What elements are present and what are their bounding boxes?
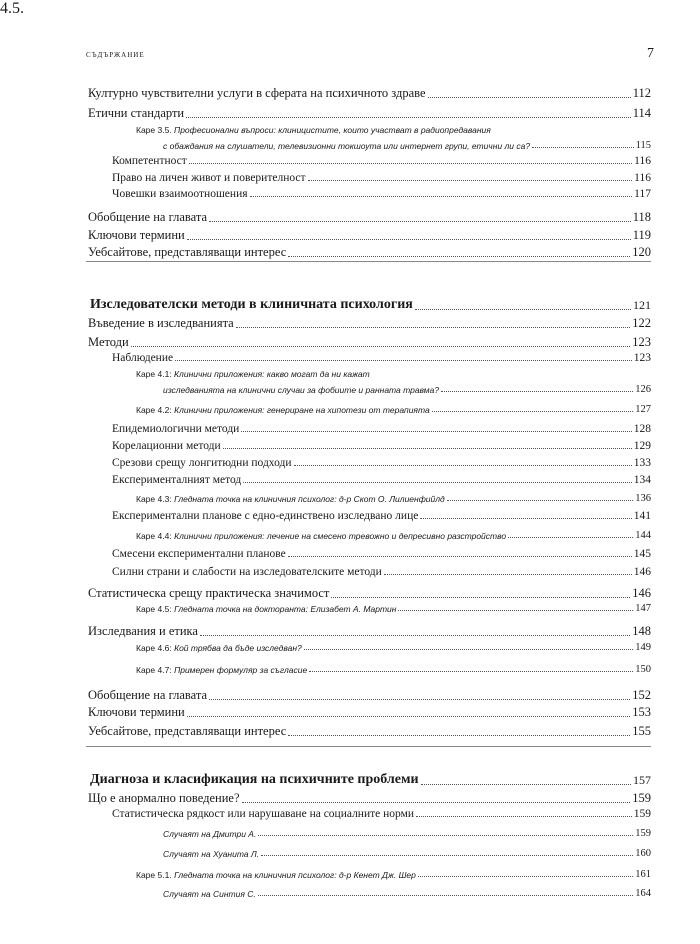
page-number: 148 bbox=[632, 624, 651, 638]
dot-leader bbox=[331, 597, 630, 598]
toc-box-entry[interactable] bbox=[136, 140, 651, 151]
entry-title: Етични стандарти bbox=[88, 106, 185, 120]
box-title-text: Гледната точка на докторанта: Елизабет А. Мартин bbox=[174, 604, 397, 614]
dot-leader bbox=[189, 163, 632, 164]
dot-leader bbox=[131, 346, 631, 347]
entry-title: Ключови термини bbox=[88, 705, 185, 719]
entry-title: Изследвания и етика bbox=[88, 624, 198, 638]
entry-title: Статистическа рядкост или нарушаване на социалните норми bbox=[112, 808, 415, 820]
entry-title: Наблюдение bbox=[112, 352, 174, 364]
page-number: 115 bbox=[635, 140, 651, 151]
toc-entry[interactable] bbox=[88, 210, 651, 225]
box-title-text: Случаят на Дмитри А. bbox=[163, 829, 257, 839]
toc-entry[interactable] bbox=[88, 316, 651, 331]
entry-title: Експериментални планове с едно-единствено изследвано лице bbox=[112, 510, 419, 522]
entry-title: Културно чувствителни услуги в сферата на психичното здраве bbox=[88, 86, 426, 100]
toc-entry[interactable] bbox=[112, 808, 651, 820]
box-number: Каре 4.5: bbox=[136, 604, 172, 614]
dot-leader bbox=[532, 147, 634, 148]
toc-entry[interactable] bbox=[112, 423, 651, 435]
toc-box-entry[interactable] bbox=[136, 603, 651, 614]
toc-entry[interactable] bbox=[112, 566, 651, 578]
toc-entry[interactable] bbox=[112, 172, 651, 184]
box-number: Каре 4.7: bbox=[136, 665, 172, 675]
entry-title: Човешки взаимоотношения bbox=[112, 188, 248, 200]
toc-entry[interactable] bbox=[112, 440, 651, 452]
page-number: 145 bbox=[633, 548, 651, 560]
entry-title bbox=[136, 531, 506, 541]
entry-title bbox=[136, 405, 430, 415]
dot-leader bbox=[187, 239, 631, 240]
toc-entry[interactable] bbox=[112, 352, 651, 364]
entry-title bbox=[136, 870, 416, 880]
dot-leader bbox=[243, 482, 631, 483]
toc-entry[interactable] bbox=[112, 155, 651, 167]
page-number: 117 bbox=[634, 188, 651, 200]
dot-leader bbox=[398, 610, 633, 611]
dot-leader bbox=[288, 556, 632, 557]
box-title-text: Клинични приложения: генериране на хипотези от терапията bbox=[174, 405, 430, 415]
dot-leader bbox=[209, 221, 631, 222]
page-number: 155 bbox=[632, 724, 651, 738]
dot-leader bbox=[241, 431, 631, 432]
toc-chapter-entry[interactable] bbox=[90, 772, 651, 788]
page-number: 123 bbox=[632, 335, 651, 349]
page-number: 122 bbox=[632, 316, 651, 330]
toc-entry[interactable] bbox=[88, 586, 651, 601]
box-title-text: Случаят на Хуанита Л. bbox=[163, 849, 260, 859]
toc-entry[interactable] bbox=[112, 188, 651, 200]
dot-leader bbox=[200, 635, 630, 636]
page-number: 150 bbox=[635, 664, 651, 675]
dot-leader bbox=[420, 518, 631, 519]
page-number: 116 bbox=[634, 172, 651, 184]
page-number: 141 bbox=[633, 510, 651, 522]
box-number: Каре 4.2: bbox=[136, 405, 172, 415]
entry-title: с обаждания на слушатели, телевизионни токшоута или интернет групи, етични ли са? bbox=[163, 141, 531, 151]
dot-leader bbox=[175, 360, 632, 361]
toc-entry[interactable] bbox=[88, 106, 651, 121]
box-number: Каре 4.3: bbox=[136, 494, 172, 504]
page-number: 129 bbox=[633, 440, 651, 452]
dot-leader bbox=[304, 649, 633, 650]
dot-leader bbox=[432, 411, 634, 412]
entry-title: Ключови термини bbox=[88, 228, 185, 242]
page-number: 164 bbox=[635, 888, 651, 899]
page-number: 147 bbox=[635, 603, 651, 614]
dot-leader bbox=[258, 895, 634, 896]
running-header bbox=[86, 46, 654, 62]
entry-title: Компетентност bbox=[112, 155, 187, 167]
box-title-text: Професионални въпроси: клиницистите, които участват в радиопредавания bbox=[174, 125, 491, 135]
box-title-text: Гледната точка на клиничния психолог: д-р Скот О. Лилиенфийлд bbox=[174, 494, 445, 504]
dot-leader bbox=[308, 180, 633, 181]
dot-leader bbox=[223, 448, 632, 449]
dot-leader bbox=[447, 500, 634, 501]
dot-leader bbox=[415, 309, 631, 310]
toc-box-entry[interactable] bbox=[136, 404, 651, 415]
entry-title: Що е анормално поведение? bbox=[88, 791, 240, 805]
toc-entry[interactable] bbox=[88, 688, 651, 703]
dot-leader bbox=[209, 699, 630, 700]
entry-title: Епидемиологични методи bbox=[112, 423, 240, 435]
box-title-text: Гледната точка на клиничния психолог: д-р Кенет Дж. Шер bbox=[174, 870, 416, 880]
page-number: 159 bbox=[632, 791, 651, 805]
page-number: 116 bbox=[634, 155, 651, 167]
page-number: 134 bbox=[633, 474, 651, 486]
dot-leader bbox=[187, 716, 631, 717]
entry-title: Експерименталният метод bbox=[112, 474, 242, 486]
toc-case-entry[interactable] bbox=[163, 828, 651, 839]
toc-case-entry[interactable] bbox=[163, 888, 651, 899]
toc-entry[interactable] bbox=[88, 724, 651, 739]
dot-leader bbox=[186, 117, 631, 118]
entry-title: изследванията на клинични случаи за фобиите и ранната травма? bbox=[163, 385, 440, 395]
box-number: Каре 4.1: bbox=[136, 369, 175, 379]
header-title: съдържание bbox=[86, 49, 145, 60]
page-number: 127 bbox=[635, 404, 651, 415]
box-title-text: Случаят на Синтия С. bbox=[163, 889, 256, 899]
box-number: Каре 3.5. bbox=[136, 125, 175, 135]
entry-title bbox=[136, 494, 445, 504]
chapter-separator bbox=[86, 261, 651, 262]
entry-title: Диагноза и класификация на психичните проблеми bbox=[90, 772, 419, 787]
page-number: 161 bbox=[635, 869, 651, 880]
entry-title: Уебсайтове, представляващи интерес bbox=[88, 724, 287, 738]
box-number: Каре 5.1. bbox=[136, 870, 172, 880]
dot-leader bbox=[294, 465, 632, 466]
chapter-number: 5. bbox=[12, 0, 24, 17]
toc-entry[interactable] bbox=[112, 510, 651, 522]
dot-leader bbox=[309, 671, 633, 672]
page-number: 144 bbox=[635, 530, 651, 541]
chapter-separator bbox=[86, 746, 651, 747]
box-number: Каре 4.4: bbox=[136, 531, 172, 541]
toc-box-entry[interactable] bbox=[136, 493, 651, 504]
entry-title bbox=[163, 849, 259, 859]
entry-title: Срезови срещу лонгитюдни подходи bbox=[112, 457, 292, 469]
entry-title: Обобщение на главата bbox=[88, 688, 207, 702]
dot-leader bbox=[421, 784, 631, 785]
toc-entry[interactable] bbox=[88, 245, 651, 260]
toc-entry[interactable] bbox=[112, 457, 651, 469]
entry-title: Смесени експериментални планове bbox=[112, 548, 286, 560]
entry-title: Силни страни и слабости на изследователските методи bbox=[112, 566, 382, 578]
dot-leader bbox=[236, 327, 631, 328]
entry-title: Право на личен живот и поверителност bbox=[112, 172, 306, 184]
page-number: 123 bbox=[633, 352, 651, 364]
page-number: 159 bbox=[633, 808, 651, 820]
entry-title bbox=[136, 665, 307, 675]
page-number: 118 bbox=[632, 210, 651, 224]
box-entry-title-line1 bbox=[136, 125, 491, 135]
toc-entry[interactable] bbox=[112, 548, 651, 560]
page-number: 149 bbox=[635, 642, 651, 653]
toc-entry[interactable] bbox=[88, 705, 651, 720]
entry-title: Корелационни методи bbox=[112, 440, 221, 452]
page-number: 119 bbox=[632, 228, 651, 242]
entry-title: Уебсайтове, представляващи интерес bbox=[88, 245, 287, 259]
dot-leader bbox=[418, 876, 633, 877]
toc-entry[interactable] bbox=[88, 335, 651, 350]
page-number: 112 bbox=[632, 86, 651, 100]
dot-leader bbox=[441, 391, 633, 392]
toc-box-entry[interactable] bbox=[136, 384, 651, 395]
page-number: 120 bbox=[632, 245, 651, 259]
dot-leader bbox=[288, 256, 630, 257]
toc-entry[interactable] bbox=[88, 791, 651, 806]
page-number: 114 bbox=[632, 106, 651, 120]
header-page-number: 7 bbox=[647, 46, 654, 61]
toc-box-entry[interactable] bbox=[136, 642, 651, 653]
entry-title bbox=[163, 829, 256, 839]
box-title-text: Кой трябва да бъде изследван? bbox=[174, 643, 302, 653]
box-title-text: Примерен формуляр за съгласие bbox=[174, 665, 308, 675]
entry-title: Въведение в изследванията bbox=[88, 316, 234, 330]
dot-leader bbox=[261, 855, 633, 856]
toc-case-entry[interactable] bbox=[163, 848, 651, 859]
page-number: 146 bbox=[632, 586, 651, 600]
toc-entry[interactable] bbox=[88, 624, 651, 639]
entry-title bbox=[163, 889, 256, 899]
page-number: 159 bbox=[635, 828, 651, 839]
dot-leader bbox=[288, 735, 630, 736]
entry-title bbox=[136, 604, 396, 614]
toc-entry[interactable] bbox=[112, 474, 651, 486]
toc-box-entry[interactable] bbox=[136, 530, 651, 541]
dot-leader bbox=[250, 196, 633, 197]
dot-leader bbox=[508, 537, 633, 538]
box-number: Каре 4.6: bbox=[136, 643, 172, 653]
page-number: 126 bbox=[635, 384, 651, 395]
dot-leader bbox=[416, 816, 632, 817]
page-number: 133 bbox=[633, 457, 651, 469]
entry-title: Методи bbox=[88, 335, 129, 349]
entry-title: Статистическа срещу практическа значимост bbox=[88, 586, 330, 600]
toc-entry[interactable] bbox=[88, 228, 651, 243]
page-number: 153 bbox=[632, 705, 651, 719]
page-number: 157 bbox=[633, 773, 651, 787]
entry-title: Обобщение на главата bbox=[88, 210, 207, 224]
dot-leader bbox=[258, 835, 633, 836]
dot-leader bbox=[242, 802, 631, 803]
dot-leader bbox=[384, 574, 632, 575]
entry-title bbox=[136, 643, 302, 653]
box-title-text: Клинични приложения: какво могат да ни кажат bbox=[174, 369, 370, 379]
page-number: 128 bbox=[633, 423, 651, 435]
page-number: 121 bbox=[633, 298, 651, 312]
toc-chapter-entry[interactable] bbox=[90, 297, 651, 313]
dot-leader bbox=[428, 97, 631, 98]
entry-title: Изследователски методи в клиничната психология bbox=[90, 297, 413, 312]
page-number: 160 bbox=[635, 848, 651, 859]
toc-box-entry[interactable] bbox=[136, 664, 651, 675]
box-entry-title-line1 bbox=[136, 369, 370, 379]
toc-entry[interactable] bbox=[88, 86, 651, 101]
page-number: 146 bbox=[633, 566, 651, 578]
box-title-text: Клинични приложения: лечение на смесено тревожно и депресивно разстройство bbox=[174, 531, 507, 541]
toc-box-entry[interactable] bbox=[136, 869, 651, 880]
page-number: 152 bbox=[632, 688, 651, 702]
chapter-number: 4. bbox=[0, 0, 12, 17]
page-number: 136 bbox=[635, 493, 651, 504]
